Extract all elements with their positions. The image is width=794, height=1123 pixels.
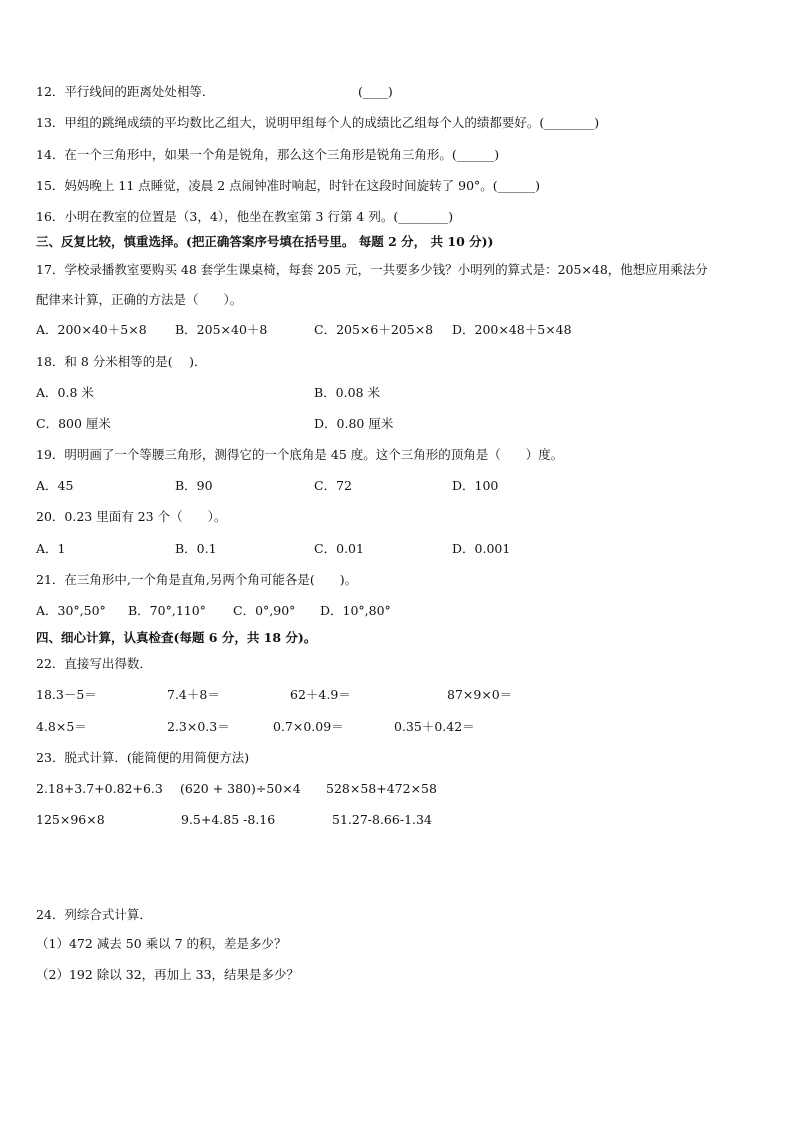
- calc-item: 87×9×0＝: [447, 687, 513, 702]
- question-number: 13．: [36, 115, 65, 130]
- option-a: A．200×40＋5×8: [36, 322, 147, 337]
- calc-item: 7.4＋8＝: [167, 687, 220, 702]
- question-15: [36, 178, 540, 194]
- question-22: 22．直接写出得数．: [36, 656, 152, 671]
- calc-item: 62＋4.9＝: [290, 687, 351, 702]
- option-a: A．1: [36, 541, 66, 556]
- calc-item: 528×58+472×58: [326, 781, 437, 796]
- option-d: D．0.80 厘米: [314, 416, 394, 431]
- question-text: 妈妈晚上 11 点睡觉，凌晨 2 点闹钟准时响起，时针在这段时间旋转了 90°。: [64, 178, 493, 193]
- answer-bracket: (________): [539, 115, 600, 130]
- question-16: [36, 209, 453, 225]
- answer-bracket: (______): [451, 147, 500, 162]
- question-17-line-2: 配律来计算，正确的方法是（ ）。: [36, 292, 243, 307]
- option-c: C．800 厘米: [36, 416, 111, 431]
- option-b: B．70°,110°: [128, 603, 206, 618]
- calc-item: 9.5+4.85 -8.16: [181, 812, 276, 827]
- question-12: [36, 84, 214, 100]
- option-c: C．205×6＋205×8: [314, 322, 434, 337]
- option-b: B．205×40＋8: [175, 322, 268, 337]
- sub-question-2: （2）192 除以 32，再加上 33，结果是多少？: [36, 967, 300, 982]
- option-c: C．0.01: [314, 541, 364, 556]
- question-14: [36, 147, 499, 163]
- answer-bracket: (________): [393, 209, 454, 224]
- question-17-line-1: 17．学校录播教室要购买 48 套学生课桌椅，每套 205 元，一共要多少钱？小明列的算式是：205×48，他想应用乘法分: [36, 262, 708, 277]
- option-b: B．0.08 米: [314, 385, 380, 400]
- option-b: B．90: [175, 478, 213, 493]
- question-number: 12．: [36, 84, 65, 99]
- calc-item: 18.3－5＝: [36, 687, 97, 702]
- question-18: 18．和 8 分米相等的是( )．: [36, 354, 207, 369]
- question-text: 小明在教室的位置是（3，4），他坐在教室第 3 行第 4 列。: [64, 209, 394, 224]
- question-19: 19．明明画了一个等腰三角形，测得它的一个底角是 45 度。这个三角形的顶角是（ ）度。: [36, 447, 564, 462]
- answer-bracket: (____): [358, 84, 393, 99]
- calc-item: 0.7×0.09＝: [273, 719, 344, 734]
- section-heading-calculation: 四、细心计算，认真检查(每题 6 分，共 18 分)。: [36, 630, 317, 645]
- option-d: D．200×48＋5×48: [452, 322, 572, 337]
- option-d: D．10°,80°: [320, 603, 391, 618]
- calc-item: 2.3×0.3＝: [167, 719, 230, 734]
- question-number: 14．: [36, 147, 65, 162]
- option-a: A．0.8 米: [36, 385, 94, 400]
- option-a: A．45: [36, 478, 74, 493]
- question-23: 23．脱式计算．(能简便的用简便方法): [36, 750, 250, 765]
- calc-item: 2.18+3.7+0.82+6.3: [36, 781, 163, 796]
- calc-item: (620 + 380)÷50×4: [180, 781, 301, 796]
- answer-bracket: (______): [492, 178, 541, 193]
- question-number: 15．: [36, 178, 65, 193]
- question-20: 20．0.23 里面有 23 个（ ）。: [36, 509, 227, 524]
- option-c: C．0°,90°: [233, 603, 296, 618]
- calc-item: 0.35＋0.42＝: [394, 719, 475, 734]
- calc-item: 51.27-8.66-1.34: [332, 812, 432, 827]
- option-c: C．72: [314, 478, 352, 493]
- option-b: B．0.1: [175, 541, 217, 556]
- question-text: 平行线间的距离处处相等．: [64, 84, 215, 99]
- calc-item: 4.8×5＝: [36, 719, 87, 734]
- question-text: 在一个三角形中，如果一个角是锐角，那么这个三角形是锐角三角形。: [64, 147, 452, 162]
- section-heading-choice: 三、反复比较，慎重选择。(把正确答案序号填在括号里。 每题 2 分， 共 10 分)): [36, 234, 494, 249]
- option-d: D．0.001: [452, 541, 511, 556]
- question-21: 21．在三角形中,一个角是直角,另两个角可能各是( )。: [36, 572, 358, 587]
- question-number: 16．: [36, 209, 65, 224]
- option-a: A．30°,50°: [36, 603, 106, 618]
- question-24: 24．列综合式计算．: [36, 907, 152, 922]
- option-d: D．100: [452, 478, 499, 493]
- question-text: 甲组的跳绳成绩的平均数比乙组大，说明甲组每个人的成绩比乙组每个人的绩都要好。: [64, 115, 540, 130]
- question-13: [36, 115, 599, 131]
- sub-question-1: （1）472 减去 50 乘以 7 的积，差是多少？: [36, 936, 287, 951]
- calc-item: 125×96×8: [36, 812, 105, 827]
